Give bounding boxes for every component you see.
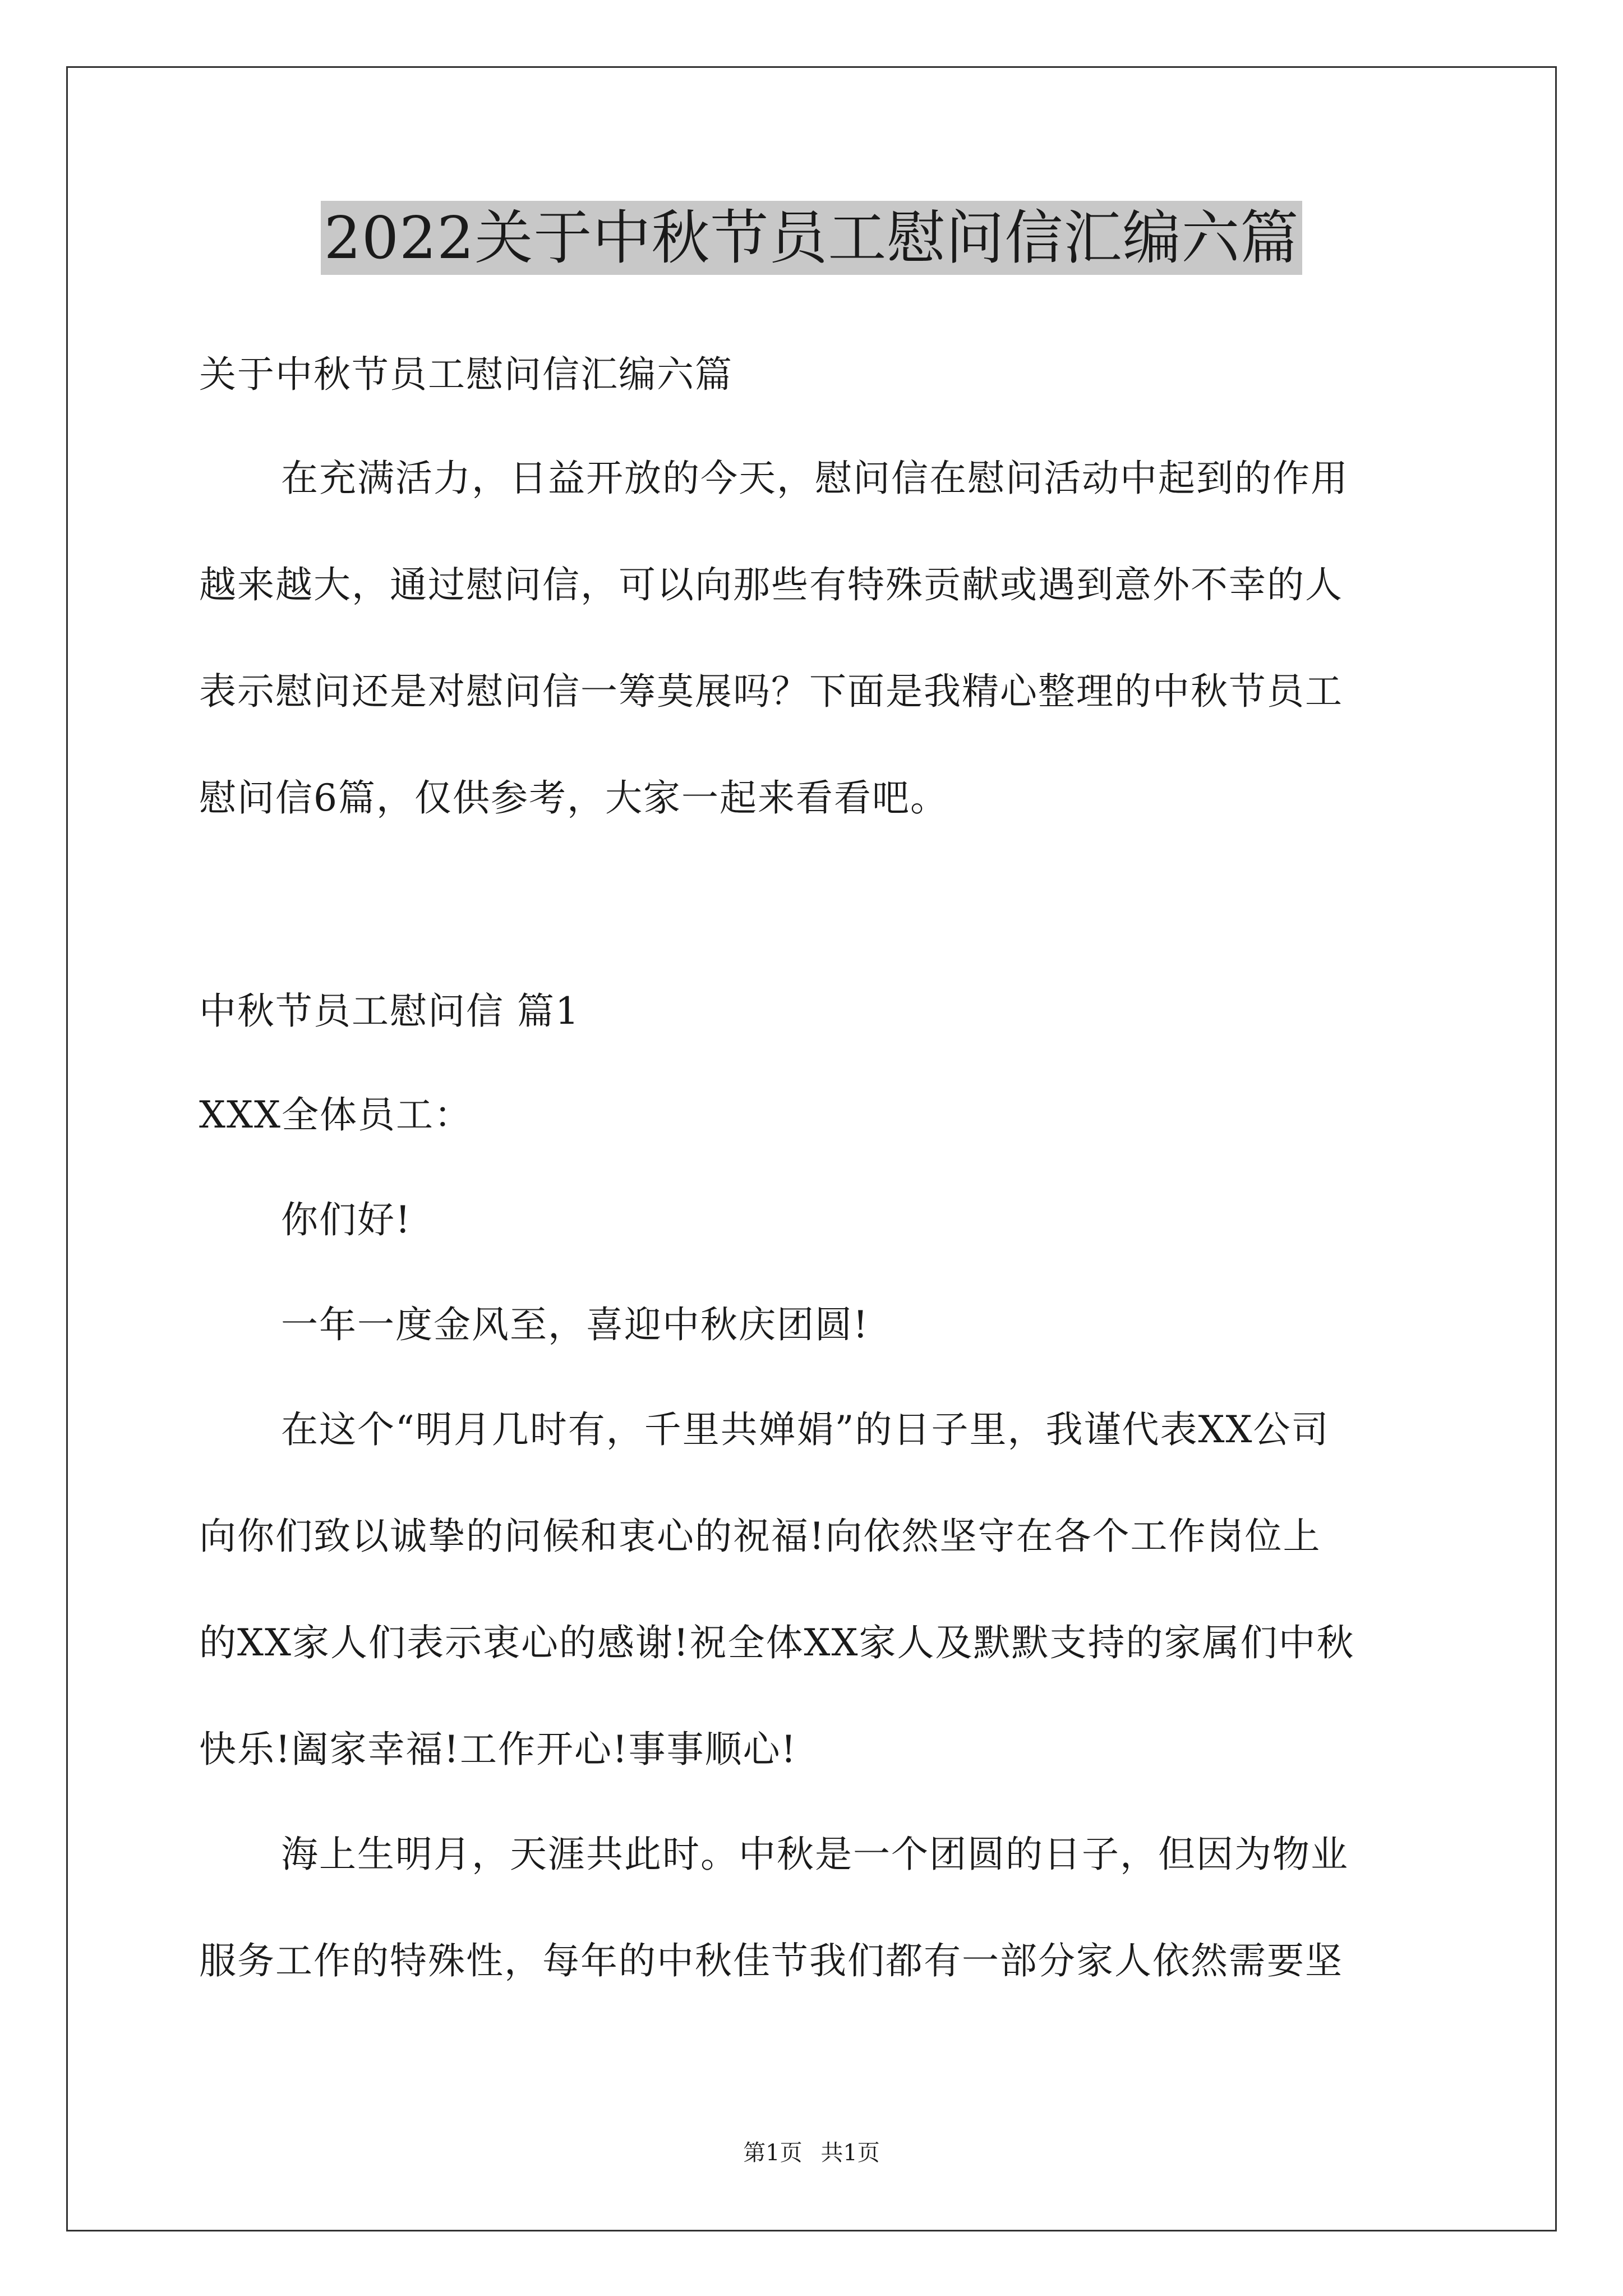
text-line: 在这个“明月几时有，千里共婵娟”的日子里，我谨代表XX公司 <box>281 1408 1330 1451</box>
page-number-current: 第1页 <box>743 2140 803 2166</box>
text-line: 慰问信6篇，仅供参考，大家一起来看看吧。 <box>199 776 948 820</box>
paragraph <box>199 1828 1438 1987</box>
document-body <box>199 348 1438 1987</box>
text-line: 海上生明月，天涯共此时。中秋是一个团圆的日子，但因为物业 <box>281 1833 1349 1876</box>
text-line: 在充满活力，日益开放的今天，慰问信在慰问活动中起到的作用 <box>281 457 1349 500</box>
text-line: 快乐!阖家幸福!工作开心!事事顺心! <box>199 1728 797 1771</box>
title-wrap <box>0 201 1623 275</box>
paragraph <box>199 1403 1438 1776</box>
text-line: 表示慰问还是对慰问信一筹莫展吗？下面是我精心整理的中秋节员工 <box>199 670 1343 713</box>
greeting: 你们好! <box>281 1198 412 1241</box>
subtitle: 关于中秋节员工慰问信汇编六篇 <box>199 353 733 396</box>
text-line: 服务工作的特殊性，每年的中秋佳节我们都有一部分家人依然需要坚 <box>199 1939 1343 1982</box>
text-line: 的XX家人们表示衷心的感谢!祝全体XX家人及默默支持的家属们中秋 <box>199 1621 1355 1664</box>
text-line: 越来越大，通过慰问信，可以向那些有特殊贡献或遇到意外不幸的人 <box>199 563 1343 606</box>
section-heading: 中秋节员工慰问信 篇1 <box>199 990 580 1033</box>
page-footer <box>0 2136 1623 2170</box>
document-title: 2022关于中秋节员工慰问信汇编六篇 <box>321 201 1303 275</box>
page-number-total: 共1页 <box>820 2140 880 2166</box>
paragraph: 一年一度金风至，喜迎中秋庆团圆! <box>281 1303 869 1346</box>
text-line: 向你们致以诚挚的问候和衷心的祝福!向依然坚守在各个工作岗位上 <box>199 1515 1321 1558</box>
intro-paragraph <box>199 452 1438 825</box>
salutation: XXX全体员工： <box>199 1093 472 1137</box>
